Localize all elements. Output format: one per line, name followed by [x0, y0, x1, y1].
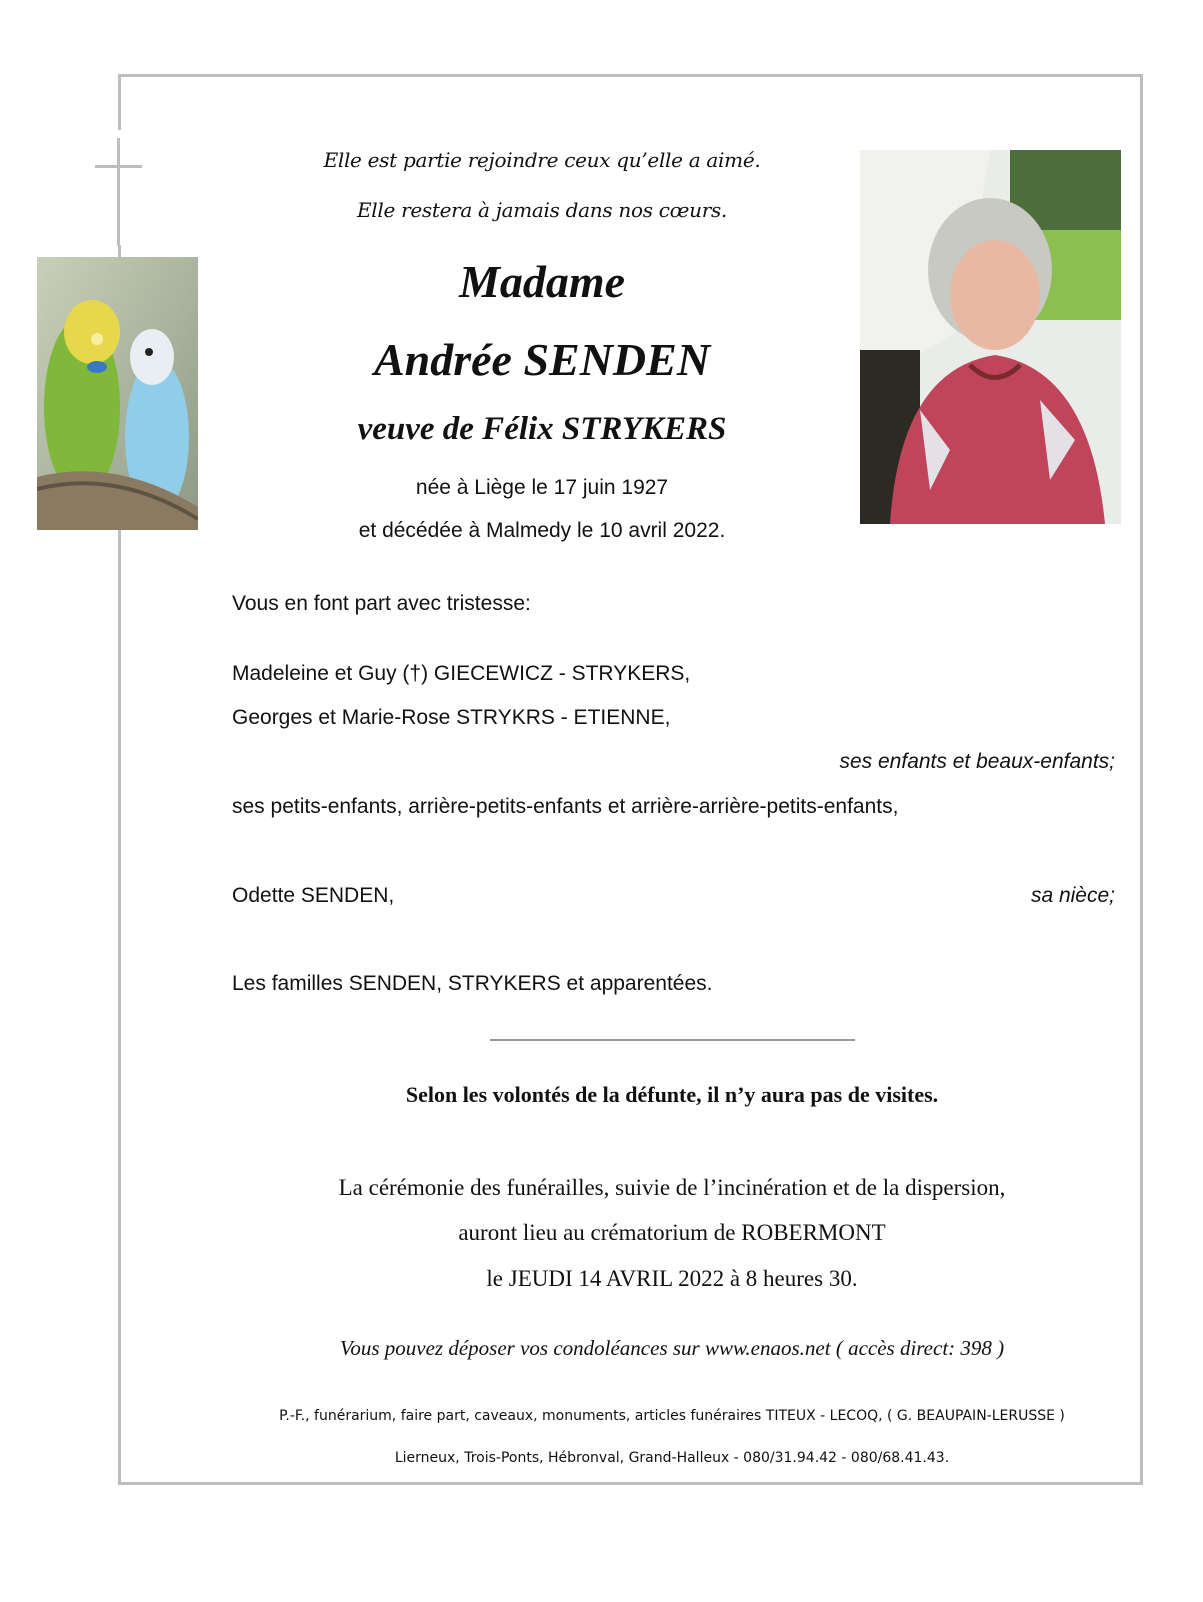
niece-name: Odette SENDEN, — [232, 884, 395, 907]
salutation: Madame — [458, 256, 626, 307]
child-line-2: Georges et Marie-Rose STRYKRS - ETIENNE, — [232, 706, 671, 729]
deceased-name: Andrée SENDEN — [373, 334, 711, 385]
epigraph-line-1: Elle est partie rejoindre ceux qu’elle a aimé. — [323, 148, 761, 172]
families-line: Les familles SENDEN, STRYKERS et apparentées. — [232, 972, 713, 995]
visits-notice: Selon les volontés de la défunte, il n’y aura pas de visites. — [405, 1082, 939, 1107]
ceremony-line-1: La cérémonie des funérailles, suivie de l’incinération et de la dispersion, — [338, 1175, 1006, 1200]
divider — [490, 1039, 855, 1041]
cross-icon — [117, 138, 120, 246]
niece-relation: sa nièce; — [1030, 884, 1115, 907]
ceremony-line-2: auront lieu au crématorium de ROBERMONT — [458, 1220, 886, 1245]
widow-of: veuve de Félix STRYKERS — [357, 411, 727, 447]
condolences-line: Vous pouvez déposer vos condoléances sur www.enaos.net ( accès direct: 398 ) — [339, 1336, 1005, 1360]
child-line-1: Madeleine et Guy (†) GIECEWICZ - STRYKERS, — [232, 662, 691, 685]
cross-icon-bar — [95, 165, 142, 168]
announcement-intro: Vous en font part avec tristesse: — [232, 592, 531, 615]
footer-line-1: P.-F., funérarium, faire part, caveaux, monuments, articles funéraires TITEUX - LECOQ, ( G. BEAUPAIN-LERUSSE ) — [279, 1408, 1065, 1424]
footer-line-2: Lierneux, Trois-Ponts, Hébronval, Grand-Halleux - 080/31.94.42 - 080/68.41.43. — [394, 1450, 950, 1466]
children-relation: ses enfants et beaux-enfants; — [839, 750, 1115, 773]
grandchildren-line: ses petits-enfants, arrière-petits-enfants et arrière-arrière-petits-enfants, — [232, 795, 899, 818]
death-info: et décédée à Malmedy le 10 avril 2022. — [358, 519, 726, 542]
epigraph-line-2: Elle restera à jamais dans nos cœurs. — [357, 198, 727, 222]
budgies-photo — [37, 257, 198, 530]
ceremony-line-3: le JEUDI 14 AVRIL 2022 à 8 heures 30. — [486, 1266, 858, 1291]
birth-info: née à Liège le 17 juin 1927 — [415, 476, 669, 499]
portrait-photo — [860, 150, 1121, 524]
